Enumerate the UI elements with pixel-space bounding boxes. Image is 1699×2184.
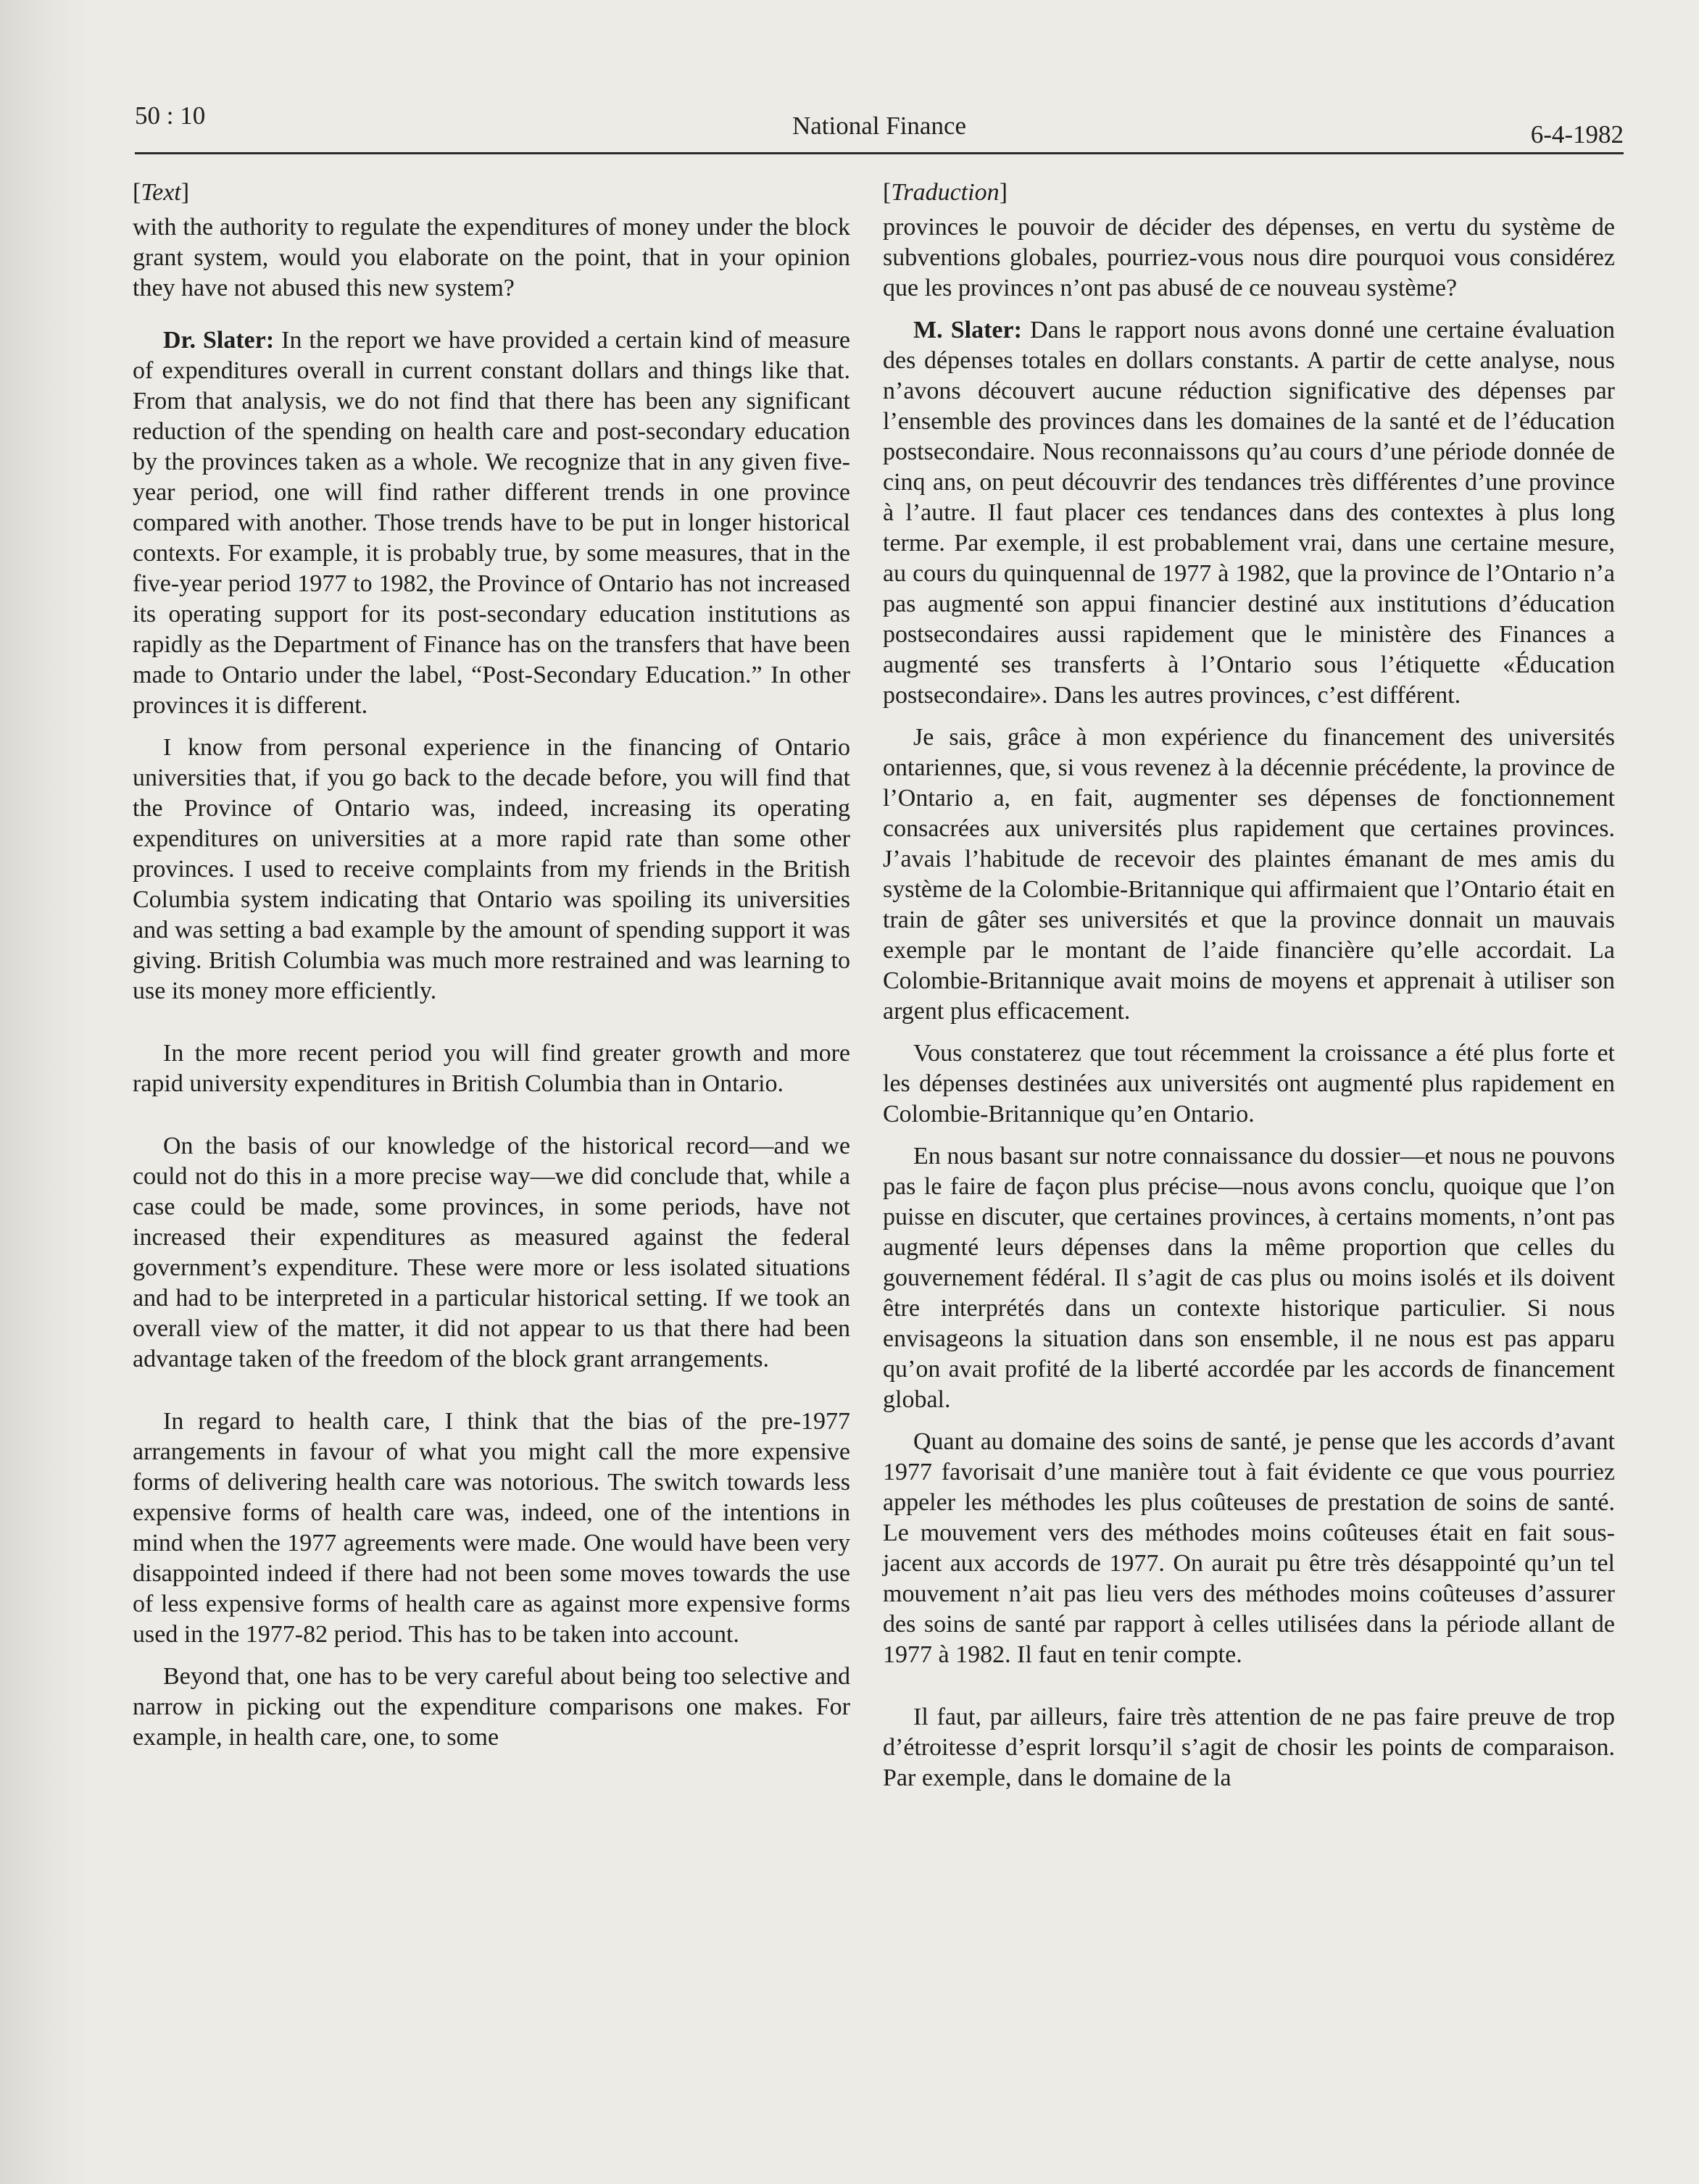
paragraph-4: Vous constaterez que tout récemment la croissance a été plus forte et les dépenses destinées aux universités ont augmenté plus rapidement en Colombie-Britannique qu’en Ontario. <box>883 1040 1615 1128</box>
paragraph-5: On the basis of our knowledge of the historical record—and we could not do this in a more precise way—we did conclude that, while a case could be made, some provinces, in some periods, have not increased their expenditures as measured against the federal government’s expenditure. These were more or less isolated situations and had to be interpreted in a particular historical setting. If we took an overall view of the matter, it did not appear to us that there had been advantage taken of the freedom of the block grant arrangements. <box>133 1133 850 1372</box>
paragraph-1: provinces le pouvoir de décider des dépenses, en vertu du système de subventions globales, pourriez-vous nous dire pourquoi vous considérez que les provinces n’ont pas abusé de ce nouveau système? <box>883 214 1615 301</box>
page-header <box>135 101 1624 152</box>
paragraph-2: M. Slater: Dans le rapport nous avons donné une certaine évaluation des dépenses totales en dollars constants. A partir de cette analyse, nous n’avons découvert aucune réduction significative des dépenses par l’ensemble des provinces dans les domaines de la santé et de l’éducation postsecondaire. Nous reconnaissons qu’au cours d’une période donnée de cinq ans, on peut découvrir des tendances très différentes d’une province à l’autre. Il faut placer ces tendances dans des contextes à plus long terme. Par exemple, il est probablement vrai, dans une certaine mesure, au cours du quinquennal de 1977 à 1982, que la province de l’Ontario n’a pas augmenté son appui financier destiné aux institutions d’éducation postsecondaires aussi rapidement que le ministère des Finances a augmenté ses transferts à l’Ontario sous l’étiquette «Éducation postsecondaire». Dans les autres provinces, c’est différent. <box>883 317 1615 709</box>
header-rule <box>135 152 1624 154</box>
paragraph-3: I know from personal experience in the financing of Ontario universities that, if you go back to the decade before, you will find that the Province of Ontario was, indeed, increasing its operating expenditures on universities at a more rapid rate than some other provinces. I used to receive complaints from my friends in the British Columbia system indicating that Ontario was spoiling its universities and was setting a bad example by the amount of spending support it was giving. British Columbia was much more restrained and was learning to use its money more efficiently. <box>133 734 850 1004</box>
paragraph-7: Il faut, par ailleurs, faire très attention de ne pas faire preuve de trop d’étroitesse d’esprit lorsqu’il s’agit de chosir les points de comparaison. Par exemple, dans le domaine de la <box>883 1704 1615 1791</box>
speaker-name: Dr. Slater: <box>163 327 275 354</box>
paragraph-4: In the more recent period you will find greater growth and more rapid university expenditures in British Columbia than in Ontario. <box>133 1040 850 1097</box>
paragraph-6: Quant au domaine des soins de santé, je pense que les accords d’avant 1977 favorisait d’une manière tout à fait évidente ce que vous pourriez appeler les méthodes les plus coûteuses de prestation de soins de santé. Le mouvement vers des méthodes moins coûteuses était en fait sous-jacent aux accords de 1977. On aurait pu être très désappointé qu’un tel mouvement n’ait pas lieu vers des méthodes moins coûteuses d’assurer des soins de santé par rapport à celles utilisées dans la période allant de 1977 à 1982. Il faut en tenir compte. <box>883 1428 1615 1668</box>
english-column <box>133 178 850 1753</box>
paragraph-3: Je sais, grâce à mon expérience du financement des universités ontariennes, que, si vous revenez à la décennie précédente, la province de l’Ontario a, en fait, augmenter ses dépenses de fonctionnement consacrées aux universités plus rapidement que certaines provinces. J’avais l’habitude de recevoir des plaintes émanant de mes amis du système de la Colombie-Britannique qui affirmaient que l’Ontario était en train de gâter ses universités et que la province donnait un mauvais exemple par le montant de l’aide financière qu’elle accordait. La Colombie-Britannique avait moins de moyens et apprenait à utiliser son argent plus efficacement. <box>883 724 1615 1025</box>
french-column <box>883 178 1615 1793</box>
column-tag-traduction: [Traduction] <box>883 179 1008 206</box>
paragraph-7: Beyond that, one has to be very careful about being too selective and narrow in picking out the expenditure comparisons one makes. For example, in health care, one, to some <box>133 1663 850 1751</box>
issue-date: 6-4-1982 <box>1530 120 1624 149</box>
paragraph-2: Dr. Slater: In the report we have provided a certain kind of measure of expenditures overall in current constant dollars and things like that. From that analysis, we do not find that there has been any significant reduction of the spending on health care and post-secondary education by the provinces taken as a whole. We recognize that in any given five-year period, one will find rather different trends in one province compared with another. Those trends have to be put in longer historical contexts. For example, it is probably true, by some measures, that in the five-year period 1977 to 1982, the Province of Ontario has not increased its operating support for its post-secondary education institutions as rapidly as the Department of Finance has on the transfers that have been made to Ontario under the label, “Post-Secondary Education.” In other provinces it is different. <box>133 327 850 719</box>
paragraph-5: En nous basant sur notre connaissance du dossier—et nous ne pouvons pas le faire de façon plus précise—nous avons conclu, quoique que l’on puisse en discuter, que certaines provinces, à certains moments, n’ont pas augmenté leurs dépenses dans la même proportion que celles du gouvernement fédéral. Il s’agit de cas plus ou moins isolés et ils doivent être interprétés dans un contexte historique particulier. Si nous envisageons la situation dans son ensemble, il ne nous est pas apparu qu’on avait profité de la liberté accordée par les accords de financement global. <box>883 1143 1615 1413</box>
publication-title: National Finance <box>792 112 967 140</box>
paragraph-6: In regard to health care, I think that the bias of the pre-1977 arrangements in favour of what you might call the more expensive forms of delivering health care was notorious. The switch towards less expensive forms of health care was, indeed, one of the intentions in mind when the 1977 agreements were made. One would have been very disappointed indeed if there had not been some moves towards the use of less expensive forms of health care as against more expensive forms used in the 1977-82 period. This has to be taken into account. <box>133 1408 850 1648</box>
paragraph-1: with the authority to regulate the expenditures of money under the block grant system, would you elaborate on the point, that in your opinion they have not abused this new system? <box>133 214 850 301</box>
page-folio: 50 : 10 <box>135 101 206 130</box>
speaker-name: M. Slater: <box>913 317 1022 343</box>
page-binding-shadow <box>0 0 87 2184</box>
column-tag-text: [Text] <box>133 179 190 206</box>
